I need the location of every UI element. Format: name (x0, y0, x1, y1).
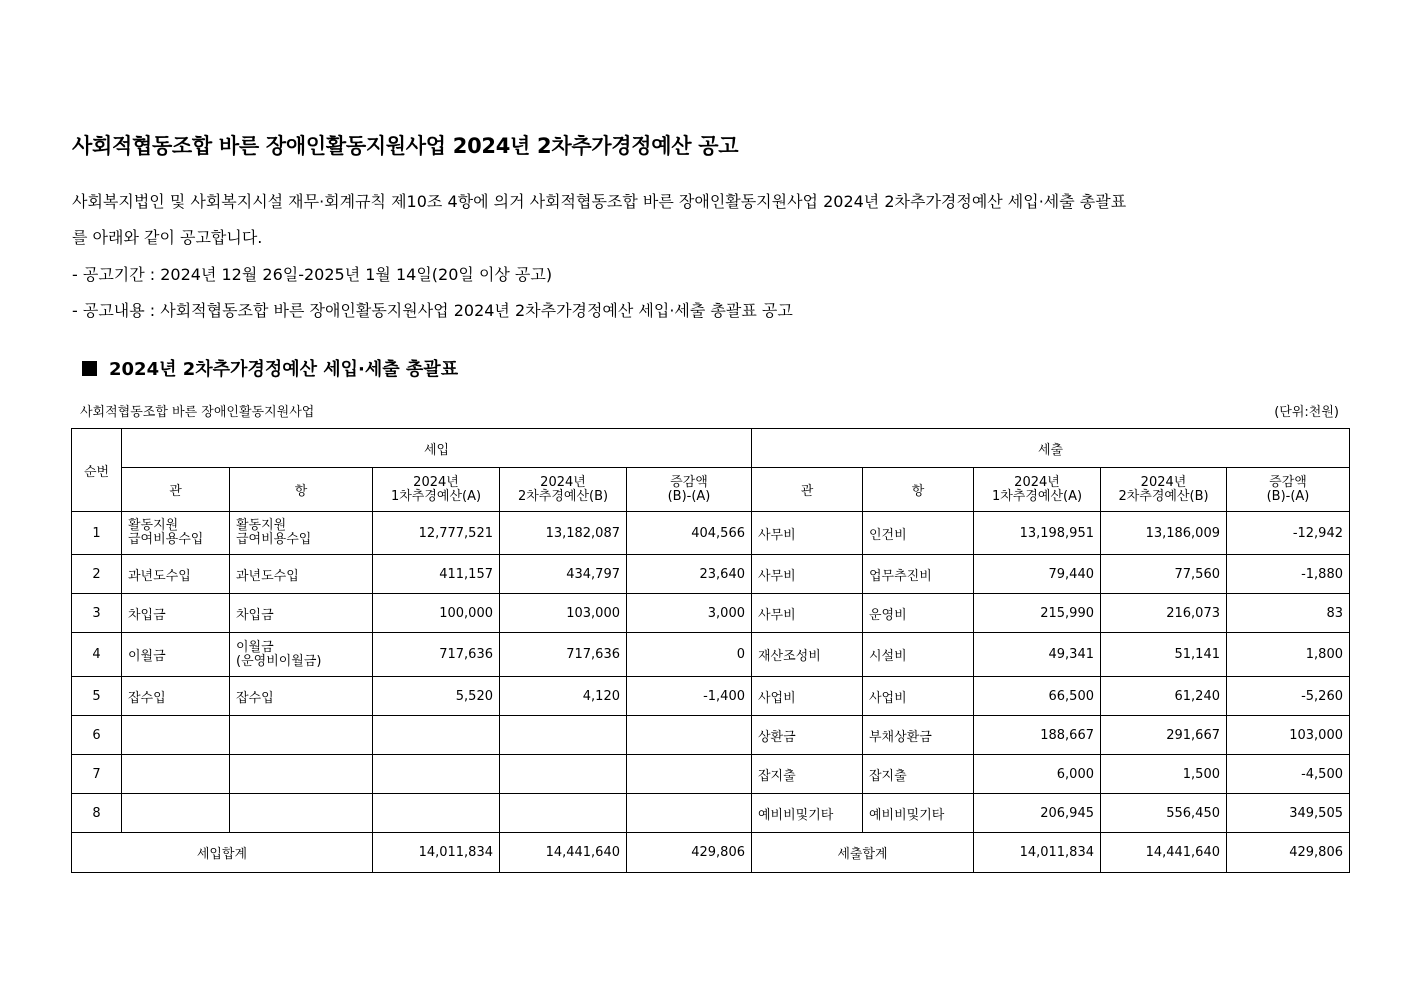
table-row (72, 716, 1350, 755)
header-exp-budget-a: 2024년 1차추경예산(A) (974, 468, 1101, 512)
rev-budget-b (500, 794, 627, 833)
exp-budget-a: 66,500 (974, 677, 1101, 716)
exp-budget-a: 49,341 (974, 633, 1101, 677)
exp-total-a: 14,011,834 (974, 833, 1101, 873)
rev-gwan: 이월금 (122, 633, 230, 677)
exp-total-label: 세출합계 (752, 833, 974, 873)
rev-gwan: 차입금 (122, 594, 230, 633)
rev-budget-a: 100,000 (373, 594, 500, 633)
header-revenue: 세입 (122, 429, 752, 468)
exp-gwan: 사무비 (752, 512, 863, 555)
rev-budget-a (373, 755, 500, 794)
exp-gwan: 예비비및기타 (752, 794, 863, 833)
intro-paragraph (72, 184, 1358, 256)
exp-gwan: 재산조성비 (752, 633, 863, 677)
exp-budget-a: 13,198,951 (974, 512, 1101, 555)
exp-budget-b: 77,560 (1101, 555, 1227, 594)
rev-budget-b: 4,120 (500, 677, 627, 716)
budget-summary-table (71, 428, 1350, 873)
rev-gwan (122, 716, 230, 755)
row-no: 5 (72, 677, 122, 716)
exp-gwan: 잡지출 (752, 755, 863, 794)
rev-diff (627, 794, 752, 833)
exp-budget-b: 13,186,009 (1101, 512, 1227, 555)
exp-hang: 사업비 (863, 677, 974, 716)
rev-hang (230, 794, 373, 833)
square-bullet-icon (82, 361, 97, 376)
table-row (72, 512, 1350, 555)
header-rev-gwan: 관 (122, 468, 230, 512)
table-row (72, 794, 1350, 833)
exp-diff: -5,260 (1227, 677, 1350, 716)
exp-budget-a: 206,945 (974, 794, 1101, 833)
section-title (82, 355, 458, 381)
rev-budget-a: 12,777,521 (373, 512, 500, 555)
table-row (72, 594, 1350, 633)
rev-budget-a (373, 716, 500, 755)
exp-gwan: 사무비 (752, 555, 863, 594)
header-exp-diff: 증감액 (B)-(A) (1227, 468, 1350, 512)
exp-hang: 운영비 (863, 594, 974, 633)
rev-budget-b (500, 716, 627, 755)
rev-diff: 3,000 (627, 594, 752, 633)
table-row (72, 677, 1350, 716)
rev-gwan: 활동지원 급여비용수입 (122, 512, 230, 555)
header-rev-diff: 증감액 (B)-(A) (627, 468, 752, 512)
exp-budget-b: 291,667 (1101, 716, 1227, 755)
exp-diff: 1,800 (1227, 633, 1350, 677)
rev-diff: 0 (627, 633, 752, 677)
row-no: 8 (72, 794, 122, 833)
header-exp-hang: 항 (863, 468, 974, 512)
exp-diff: 83 (1227, 594, 1350, 633)
rev-budget-a: 717,636 (373, 633, 500, 677)
rev-diff: 404,566 (627, 512, 752, 555)
exp-hang: 잡지출 (863, 755, 974, 794)
total-row (72, 833, 1350, 873)
exp-budget-a: 188,667 (974, 716, 1101, 755)
notice-period: - 공고기간 : 2024년 12월 26일-2025년 1월 14일(20일 이상 공고) (72, 265, 553, 284)
exp-budget-a: 79,440 (974, 555, 1101, 594)
exp-budget-a: 215,990 (974, 594, 1101, 633)
exp-budget-b: 1,500 (1101, 755, 1227, 794)
rev-total-a: 14,011,834 (373, 833, 500, 873)
row-no: 7 (72, 755, 122, 794)
exp-gwan: 사업비 (752, 677, 863, 716)
exp-hang: 시설비 (863, 633, 974, 677)
unit-label: (단위:천원) (1274, 405, 1339, 420)
header-exp-budget-b: 2024년 2차추경예산(B) (1101, 468, 1227, 512)
rev-hang (230, 716, 373, 755)
rev-budget-b (500, 755, 627, 794)
row-no: 3 (72, 594, 122, 633)
exp-hang: 예비비및기타 (863, 794, 974, 833)
rev-gwan (122, 794, 230, 833)
exp-hang: 업무추진비 (863, 555, 974, 594)
rev-hang: 잡수입 (230, 677, 373, 716)
header-exp-gwan: 관 (752, 468, 863, 512)
rev-budget-a: 411,157 (373, 555, 500, 594)
exp-hang: 부채상환금 (863, 716, 974, 755)
exp-total-diff: 429,806 (1227, 833, 1350, 873)
header-expense: 세출 (752, 429, 1350, 468)
intro-line-2: 를 아래와 같이 공고합니다. (72, 228, 263, 247)
rev-budget-b: 717,636 (500, 633, 627, 677)
intro-line-1: 사회복지법인 및 사회복지시설 재무·회계규칙 제10조 4항에 의거 사회적협동조합 바른 장애인활동지원사업 2024년 2차추가경정예산 세입·세출 총괄표 (72, 192, 1127, 211)
exp-gwan: 사무비 (752, 594, 863, 633)
row-no: 4 (72, 633, 122, 677)
rev-diff: 23,640 (627, 555, 752, 594)
org-name: 사회적협동조합 바른 장애인활동지원사업 (80, 405, 315, 420)
rev-budget-b: 13,182,087 (500, 512, 627, 555)
exp-total-b: 14,441,640 (1101, 833, 1227, 873)
row-no: 6 (72, 716, 122, 755)
exp-budget-b: 216,073 (1101, 594, 1227, 633)
exp-budget-b: 556,450 (1101, 794, 1227, 833)
exp-diff: -12,942 (1227, 512, 1350, 555)
table-row (72, 755, 1350, 794)
rev-hang: 이월금 (운영비이월금) (230, 633, 373, 677)
exp-budget-b: 61,240 (1101, 677, 1227, 716)
rev-hang: 활동지원 급여비용수입 (230, 512, 373, 555)
rev-budget-a: 5,520 (373, 677, 500, 716)
row-no: 1 (72, 512, 122, 555)
rev-budget-a (373, 794, 500, 833)
rev-total-label: 세입합계 (72, 833, 373, 873)
rev-hang: 과년도수입 (230, 555, 373, 594)
row-no: 2 (72, 555, 122, 594)
header-rev-budget-a: 2024년 1차추경예산(A) (373, 468, 500, 512)
header-rev-budget-b: 2024년 2차추경예산(B) (500, 468, 627, 512)
rev-total-b: 14,441,640 (500, 833, 627, 873)
exp-diff: -1,880 (1227, 555, 1350, 594)
exp-diff: -4,500 (1227, 755, 1350, 794)
header-rev-hang: 항 (230, 468, 373, 512)
rev-diff: -1,400 (627, 677, 752, 716)
rev-gwan: 잡수입 (122, 677, 230, 716)
exp-hang: 인건비 (863, 512, 974, 555)
exp-budget-a: 6,000 (974, 755, 1101, 794)
page-title: 사회적협동조합 바른 장애인활동지원사업 2024년 2차추가경정예산 공고 (72, 134, 739, 158)
rev-gwan: 과년도수입 (122, 555, 230, 594)
rev-diff (627, 755, 752, 794)
header-no: 순번 (72, 429, 122, 512)
rev-total-diff: 429,806 (627, 833, 752, 873)
rev-hang (230, 755, 373, 794)
table-row (72, 555, 1350, 594)
rev-budget-b: 103,000 (500, 594, 627, 633)
header-row-2 (72, 468, 1350, 512)
exp-diff: 349,505 (1227, 794, 1350, 833)
section-title-text: 2024년 2차추가경정예산 세입·세출 총괄표 (109, 359, 459, 380)
exp-gwan: 상환금 (752, 716, 863, 755)
header-row-1 (72, 429, 1350, 468)
exp-budget-b: 51,141 (1101, 633, 1227, 677)
rev-budget-b: 434,797 (500, 555, 627, 594)
rev-gwan (122, 755, 230, 794)
rev-diff (627, 716, 752, 755)
notice-content: - 공고내용 : 사회적협동조합 바른 장애인활동지원사업 2024년 2차추가경정예산 세입·세출 총괄표 공고 (72, 301, 793, 320)
table-row (72, 633, 1350, 677)
rev-hang: 차입금 (230, 594, 373, 633)
exp-diff: 103,000 (1227, 716, 1350, 755)
